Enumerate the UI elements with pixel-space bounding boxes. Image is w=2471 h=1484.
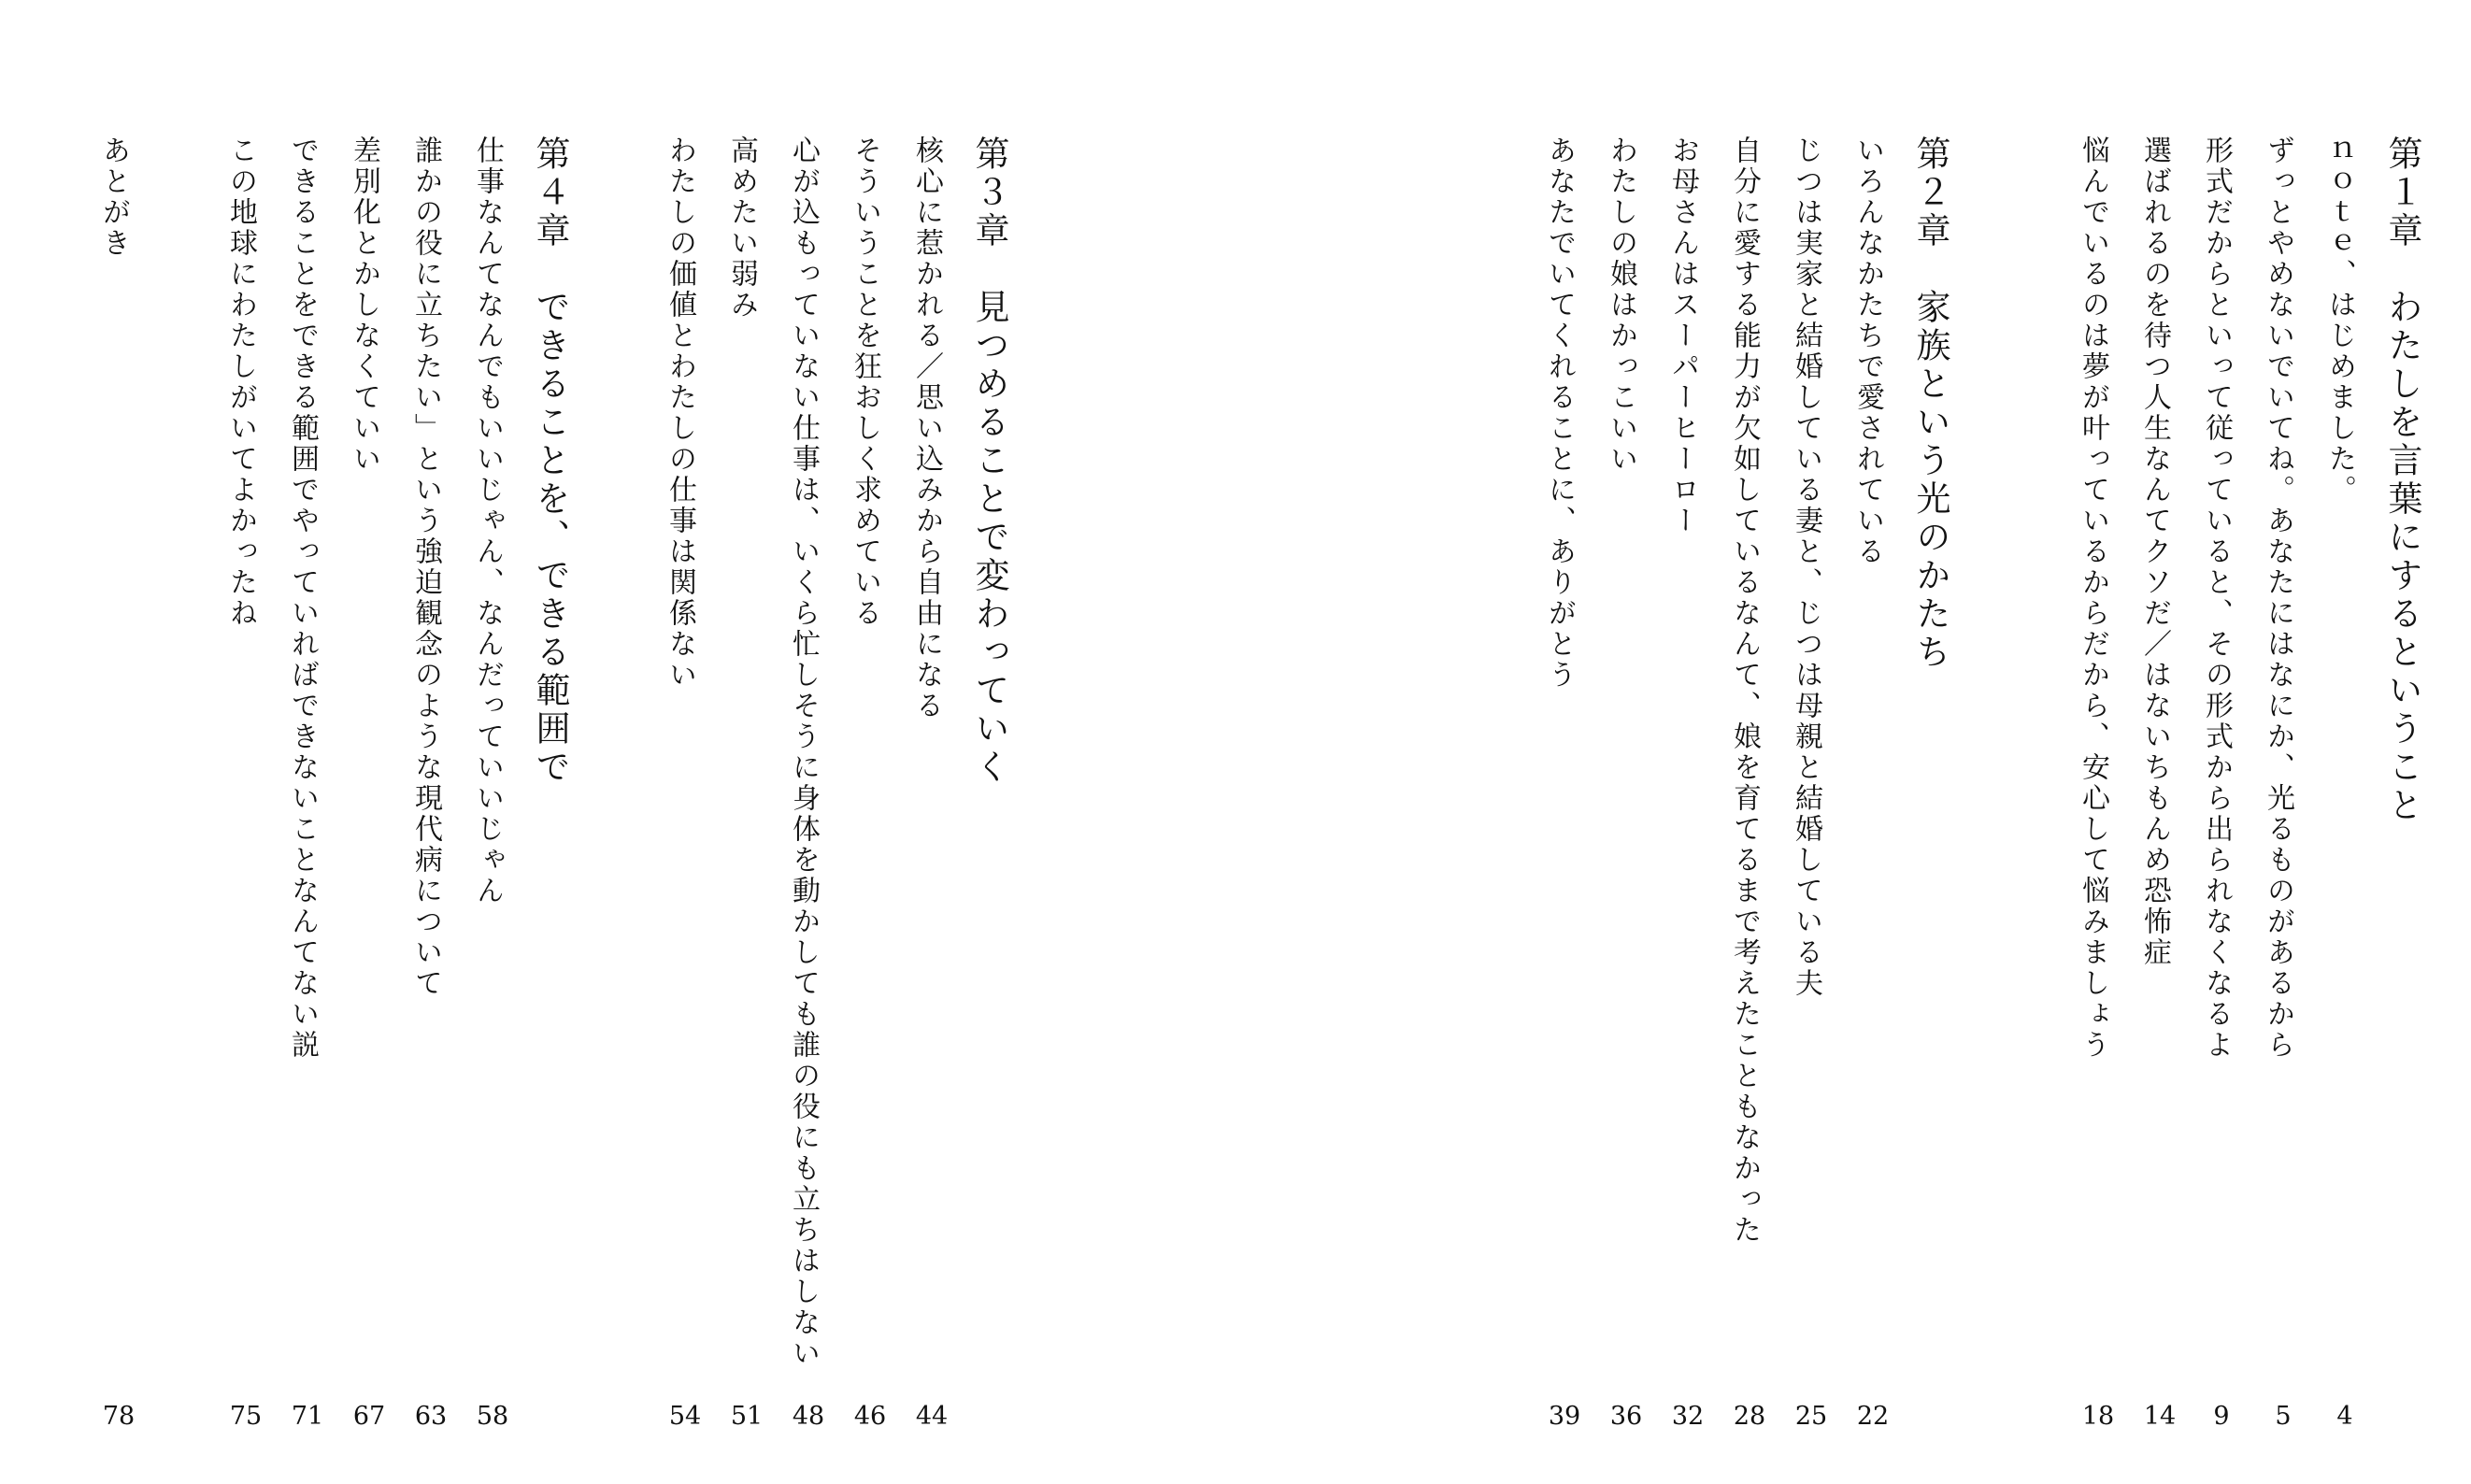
entry-title: 自分に愛する能力が欠如しているなんて、娘を育てるまで考えたこともなかった	[1728, 136, 1761, 1246]
page-number: 22	[1856, 1402, 1890, 1431]
page-number: 28	[1733, 1402, 1766, 1431]
page-number: 51	[730, 1402, 764, 1431]
page-number: 46	[853, 1402, 887, 1431]
toc-entry[interactable]	[411, 0, 450, 1484]
toc-entry[interactable]	[2202, 0, 2241, 1484]
entry-title: この地球にわたしがいてよかったね	[224, 136, 257, 629]
page-number: 58	[476, 1402, 509, 1431]
entry-title: 心が込もっていない仕事は、いくら忙しそうに身体を動かしても誰の役にも立ちはしない	[787, 136, 820, 1369]
page-number: 63	[414, 1402, 448, 1431]
page-number: 44	[915, 1402, 949, 1431]
toc-entry[interactable]	[2078, 0, 2118, 1484]
entry-title: 形式だからといって従っていると、その形式から出られなくなるよ	[2200, 136, 2233, 1061]
entry-title: わたしの娘はかっこいい	[1605, 136, 1637, 475]
toc-entry[interactable]	[350, 0, 389, 1484]
toc-entry[interactable]	[473, 0, 512, 1484]
toc-afterword[interactable]	[99, 0, 138, 1484]
toc-entry[interactable]	[1607, 0, 1646, 1484]
page-number: 67	[352, 1402, 386, 1431]
toc-entry[interactable]	[2140, 0, 2179, 1484]
toc-entry[interactable]	[1792, 0, 1831, 1484]
toc-entry[interactable]	[850, 0, 890, 1484]
page-number: 39	[1548, 1402, 1581, 1431]
page-number: 32	[1671, 1402, 1705, 1431]
page-number: 48	[792, 1402, 825, 1431]
toc-chapter-3[interactable]	[969, 0, 1017, 1484]
toc-chapter-2[interactable]	[1910, 0, 1958, 1484]
entry-title: ずっとやめないでいてね。あなたにはなにか、光るものがあるから	[2262, 136, 2294, 1061]
entry-title: 誰かの役に立ちたい」という強迫観念のような現代病について	[409, 136, 442, 999]
toc-entry[interactable]	[912, 0, 951, 1484]
toc-entry[interactable]	[1730, 0, 1769, 1484]
toc-entry[interactable]	[665, 0, 705, 1484]
chapter-title: 第４章 できることを、できる範囲で	[530, 136, 570, 787]
entry-title: あとがき	[97, 136, 130, 259]
toc-entry[interactable]	[727, 0, 766, 1484]
toc-entry[interactable]	[226, 0, 265, 1484]
toc-entry[interactable]	[789, 0, 828, 1484]
page-number: 18	[2081, 1402, 2115, 1431]
entry-title: 選ばれるのを待つ人生なんてクソだ／はないちもんめ恐怖症	[2138, 136, 2171, 968]
page-number: 71	[291, 1402, 324, 1431]
page-number: 5	[2275, 1402, 2292, 1431]
page-number: 14	[2143, 1402, 2177, 1431]
toc-chapter-4[interactable]	[530, 0, 578, 1484]
entry-title: 高めたい弱み	[725, 136, 758, 321]
page-number: 25	[1794, 1402, 1828, 1431]
entry-title: 仕事なんてなんでもいいじゃん、なんだっていいじゃん	[471, 136, 504, 906]
chapter-title: 第１章 わたしを言葉にするということ	[2382, 136, 2422, 825]
entry-title: 核心に惹かれる／思い込みから自由になる	[910, 136, 943, 721]
page-number: 4	[2336, 1402, 2353, 1431]
toc-entry[interactable]	[1545, 0, 1584, 1484]
toc-entry[interactable]	[2325, 0, 2364, 1484]
entry-title: あなたでいてくれることに、ありがとう	[1543, 136, 1576, 691]
page-number: 78	[102, 1402, 136, 1431]
entry-title: わたしの価値とわたしの仕事は関係ない	[664, 136, 696, 691]
entry-title: じつは実家と結婚している妻と、じつは母親と結婚している夫	[1790, 136, 1822, 999]
entry-title: 悩んでいるのは夢が叶っているからだから、安心して悩みましょう	[2077, 136, 2109, 1061]
toc-entry[interactable]	[2264, 0, 2303, 1484]
toc-entry[interactable]	[1853, 0, 1893, 1484]
entry-title: できることをできる範囲でやっていればできないことなんてない説	[286, 136, 319, 1061]
page-number: 9	[2213, 1402, 2230, 1431]
toc-entry[interactable]	[1668, 0, 1707, 1484]
toc-entry[interactable]	[288, 0, 327, 1484]
chapter-title: 第２章 家族という光のかたち	[1910, 136, 1950, 672]
entry-title: そういうことを狂おしく求めている	[849, 136, 881, 629]
chapter-title: 第３章 見つめることで変わっていく	[969, 136, 1009, 787]
entry-title: お母さんはスーパーヒーロー	[1666, 136, 1699, 536]
page-number: 36	[1609, 1402, 1643, 1431]
entry-title: いろんなかたちで愛されている	[1851, 136, 1884, 567]
toc-chapter-1[interactable]	[2382, 0, 2430, 1484]
entry-title: 差別化とかしなくていい	[348, 136, 380, 475]
entry-title: ｎｏｔｅ、はじめました。	[2323, 136, 2356, 506]
page-number: 54	[668, 1402, 702, 1431]
page-number: 75	[229, 1402, 263, 1431]
